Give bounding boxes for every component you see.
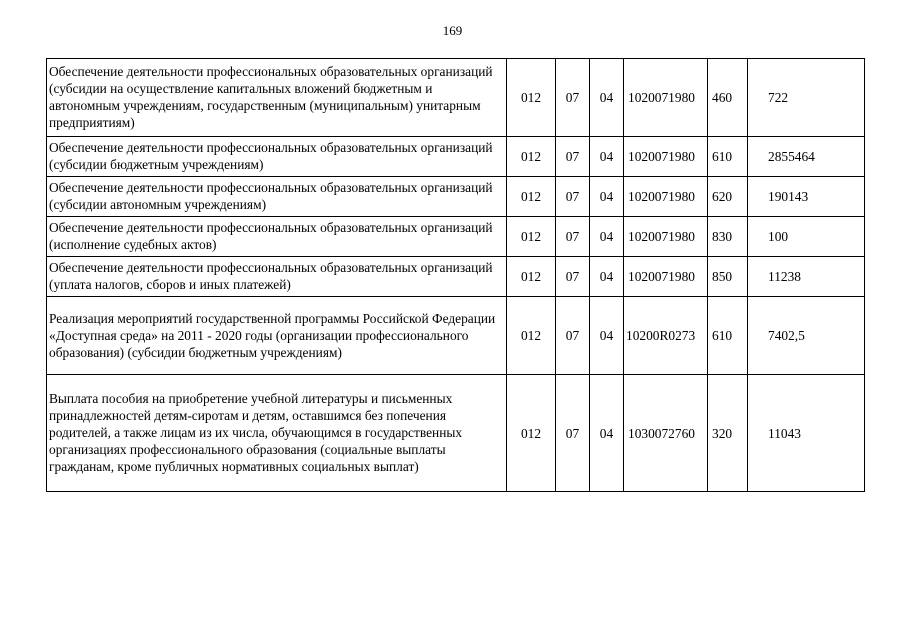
row-amount: 100 — [748, 217, 865, 257]
row-target-article-code: 10200R0273 — [624, 297, 708, 375]
row-section-code: 07 — [556, 177, 590, 217]
row-amount: 7402,5 — [748, 297, 865, 375]
row-description: Реализация мероприятий государственной программы Российской Федерации «Доступная среда» на 2011 - 2020 годы (организации профессионального образования) (субсидии бюджетным учреждениям) — [47, 297, 507, 375]
row-amount: 722 — [748, 59, 865, 137]
row-section-code: 07 — [556, 375, 590, 492]
row-grbs-code: 012 — [507, 137, 556, 177]
table-row — [47, 217, 865, 257]
table-row — [47, 297, 865, 375]
row-description: Обеспечение деятельности профессиональных образовательных организаций (уплата налогов, сборов и иных платежей) — [47, 257, 507, 297]
row-amount: 190143 — [748, 177, 865, 217]
row-section-code: 07 — [556, 217, 590, 257]
row-subsection-code: 04 — [590, 137, 624, 177]
table-row — [47, 177, 865, 217]
row-target-article-code: 1020071980 — [624, 59, 708, 137]
row-subsection-code: 04 — [590, 59, 624, 137]
row-amount: 2855464 — [748, 137, 865, 177]
row-expense-type-code: 610 — [708, 137, 748, 177]
row-expense-type-code: 460 — [708, 59, 748, 137]
table-row — [47, 257, 865, 297]
row-grbs-code: 012 — [507, 177, 556, 217]
row-description: Обеспечение деятельности профессиональных образовательных организаций (субсидии на осуществление капитальных вложений бюджетным и автономным учреждениям, государственным (муниципальным) унитарным предприятиям) — [47, 59, 507, 137]
row-grbs-code: 012 — [507, 257, 556, 297]
row-amount: 11043 — [748, 375, 865, 492]
row-subsection-code: 04 — [590, 257, 624, 297]
row-section-code: 07 — [556, 137, 590, 177]
row-target-article-code: 1020071980 — [624, 257, 708, 297]
row-section-code: 07 — [556, 59, 590, 137]
row-description: Выплата пособия на приобретение учебной литературы и письменных принадлежностей детям-сиротам и детям, оставшимся без попечения родителей, а также лицам из их числа, обучающимся в государственных организациях профессионального образования (социальные выплаты гражданам, кроме публичных нормативных социальных выплат) — [47, 375, 507, 492]
row-expense-type-code: 610 — [708, 297, 748, 375]
row-section-code: 07 — [556, 297, 590, 375]
row-expense-type-code: 850 — [708, 257, 748, 297]
row-expense-type-code: 830 — [708, 217, 748, 257]
row-expense-type-code: 620 — [708, 177, 748, 217]
table-row — [47, 375, 865, 492]
row-subsection-code: 04 — [590, 375, 624, 492]
budget-table — [46, 58, 865, 492]
row-subsection-code: 04 — [590, 297, 624, 375]
row-subsection-code: 04 — [590, 217, 624, 257]
table-row — [47, 59, 865, 137]
row-description: Обеспечение деятельности профессиональных образовательных организаций (исполнение судебных актов) — [47, 217, 507, 257]
row-target-article-code: 1030072760 — [624, 375, 708, 492]
row-expense-type-code: 320 — [708, 375, 748, 492]
row-description: Обеспечение деятельности профессиональных образовательных организаций (субсидии бюджетным учреждениям) — [47, 137, 507, 177]
row-grbs-code: 012 — [507, 297, 556, 375]
row-target-article-code: 1020071980 — [624, 177, 708, 217]
table-row — [47, 137, 865, 177]
row-subsection-code: 04 — [590, 177, 624, 217]
row-description: Обеспечение деятельности профессиональных образовательных организаций (субсидии автономным учреждениям) — [47, 177, 507, 217]
page-number: 169 — [442, 23, 463, 38]
row-grbs-code: 012 — [507, 217, 556, 257]
row-grbs-code: 012 — [507, 59, 556, 137]
row-section-code: 07 — [556, 257, 590, 297]
row-target-article-code: 1020071980 — [624, 217, 708, 257]
row-amount: 11238 — [748, 257, 865, 297]
row-target-article-code: 1020071980 — [624, 137, 708, 177]
row-grbs-code: 012 — [507, 375, 556, 492]
